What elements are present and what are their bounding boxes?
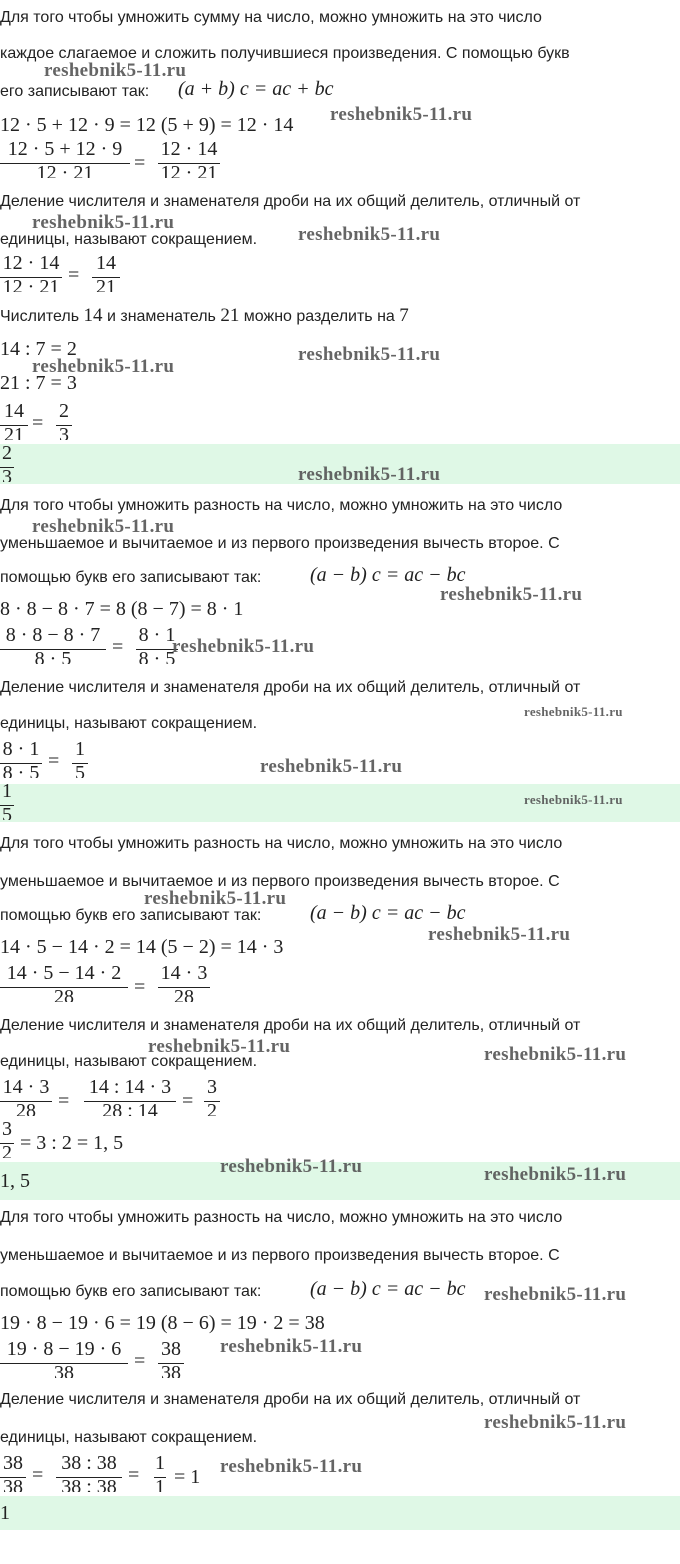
formula: (a − b) c = ac − bc	[310, 902, 466, 924]
numerator: 14 · 3	[160, 962, 208, 984]
answer-value: 1	[0, 1502, 10, 1524]
intro-line: помощью букв его записывают так:	[0, 1283, 262, 1300]
intro-line: уменьшаемое и вычитаемое и из первого произведения вычесть второе. С	[0, 1247, 560, 1264]
equals-sign: =	[128, 1464, 140, 1486]
math-line: 21 : 7 = 3	[0, 372, 77, 394]
formula: (a + b) c = ac + bc	[178, 78, 334, 100]
numerator: 2	[2, 442, 12, 464]
answer-box	[0, 1496, 680, 1530]
watermark: reshebnik5-11.ru	[298, 224, 441, 245]
fraction	[204, 1076, 220, 1120]
answer-value: 1, 5	[0, 1170, 30, 1192]
fraction	[0, 1452, 26, 1496]
fraction	[0, 1338, 128, 1382]
numerator: 19 · 8 − 19 · 6	[6, 1338, 122, 1360]
numerator: 3	[207, 1076, 217, 1098]
numerator: 14 · 3	[2, 1076, 50, 1098]
equals-sign: =	[182, 1090, 194, 1112]
fraction	[92, 252, 120, 296]
numerator: 2	[59, 400, 69, 422]
denominator: 12 · 21	[2, 276, 60, 292]
denominator: 1	[155, 1476, 165, 1492]
equals-sign: =	[134, 152, 146, 174]
fraction	[0, 138, 130, 182]
equals-sign: =	[68, 264, 80, 286]
fraction	[158, 138, 220, 182]
reduce-line: единицы, называют сокращением.	[0, 1053, 258, 1070]
watermark: reshebnik5-11.ru	[428, 924, 571, 945]
note-number: 7	[399, 305, 409, 326]
watermark: reshebnik5-11.ru	[484, 1284, 627, 1305]
numerator: 14 : 14 · 3	[88, 1076, 172, 1098]
note-number: 14	[83, 305, 103, 326]
equals-sign: =	[134, 976, 146, 998]
reduce-line: Деление числителя и знаменателя дроби на их общий делитель, отличный от	[0, 1017, 581, 1034]
watermark: reshebnik5-11.ru	[32, 516, 175, 537]
intro-line: Для того чтобы умножить сумму на число, можно умножить на это число	[0, 9, 542, 26]
reduce-line: Деление числителя и знаменателя дроби на их общий делитель, отличный от	[0, 679, 581, 696]
intro-line: его записывают так:	[0, 83, 150, 100]
math-line: 8 · 8 − 8 · 7 = 8 (8 − 7) = 8 · 1	[0, 598, 244, 620]
watermark: reshebnik5-11.ru	[524, 704, 623, 719]
numerator: 12 · 5 + 12 · 9	[7, 138, 123, 160]
watermark: reshebnik5-11.ru	[260, 756, 403, 777]
fraction	[0, 400, 28, 444]
denominator: 5	[2, 804, 12, 820]
denominator: 21	[4, 424, 24, 440]
math-line: 14 : 7 = 2	[0, 338, 77, 360]
denominator: 38	[3, 1476, 23, 1492]
fraction	[56, 400, 72, 444]
denominator: 12 · 21	[160, 162, 218, 178]
fraction	[84, 1076, 176, 1120]
answer-fraction	[0, 780, 14, 822]
reduce-line: единицы, называют сокращением.	[0, 1429, 258, 1446]
watermark: reshebnik5-11.ru	[484, 1164, 627, 1185]
note-line	[0, 306, 409, 327]
denominator: 8 · 5	[2, 762, 40, 778]
watermark: reshebnik5-11.ru	[220, 1156, 363, 1177]
denominator: 28	[174, 986, 194, 1002]
watermark: reshebnik5-11.ru	[298, 344, 441, 365]
reduce-line: единицы, называют сокращением.	[0, 231, 258, 248]
answer-fraction	[0, 442, 14, 484]
watermark: reshebnik5-11.ru	[484, 1044, 627, 1065]
fraction	[0, 962, 128, 1006]
watermark: reshebnik5-11.ru	[298, 464, 441, 485]
denominator: 3	[2, 466, 12, 482]
numerator: 8 · 8 − 8 · 7	[5, 624, 101, 646]
equals-sign: =	[58, 1090, 70, 1112]
fraction	[154, 1452, 166, 1496]
intro-line: помощью букв его записывают так:	[0, 569, 262, 586]
numerator: 1	[155, 1452, 165, 1474]
watermark: reshebnik5-11.ru	[32, 356, 175, 377]
equals-sign: =	[134, 1350, 146, 1372]
fraction	[0, 624, 106, 668]
denominator: 21	[96, 276, 116, 292]
denominator: 28	[54, 986, 74, 1002]
fraction	[0, 738, 42, 782]
watermark: reshebnik5-11.ru	[440, 584, 583, 605]
denominator: 2	[2, 1142, 12, 1158]
formula: (a − b) c = ac − bc	[310, 564, 466, 586]
intro-line: уменьшаемое и вычитаемое и из первого произведения вычесть второе. С	[0, 873, 560, 890]
intro-line: уменьшаемое и вычитаемое и из первого произведения вычесть второе. С	[0, 535, 560, 552]
intro-line: каждое слагаемое и сложить получившиеся произведения. С помощью букв	[0, 45, 570, 62]
denominator: 8 · 5	[138, 648, 176, 664]
math-line: 19 · 8 − 19 · 6 = 19 (8 − 6) = 19 · 2 = 38	[0, 1312, 325, 1334]
denominator: 28 : 14	[102, 1100, 158, 1116]
equals-sign: =	[32, 412, 44, 434]
numerator: 14	[4, 400, 24, 422]
fraction	[72, 738, 88, 782]
reduce-line: Деление числителя и знаменателя дроби на их общий делитель, отличный от	[0, 193, 581, 210]
watermark: reshebnik5-11.ru	[220, 1456, 363, 1477]
note-text: и знаменатель	[106, 308, 216, 325]
denominator: 2	[207, 1100, 217, 1116]
denominator: 38 : 38	[61, 1476, 117, 1492]
numerator: 38	[161, 1338, 181, 1360]
intro-line: Для того чтобы умножить разность на число, можно умножить на это число	[0, 497, 563, 514]
numerator: 12 · 14	[160, 138, 218, 160]
numerator: 1	[75, 738, 85, 760]
note-text: можно разделить на	[243, 308, 395, 325]
denominator: 38	[161, 1362, 181, 1378]
fraction	[56, 1452, 122, 1496]
intro-line: Для того чтобы умножить разность на число, можно умножить на это число	[0, 835, 563, 852]
watermark: reshebnik5-11.ru	[144, 888, 287, 909]
fraction	[158, 1338, 184, 1382]
fraction	[0, 252, 62, 296]
watermark: reshebnik5-11.ru	[484, 1412, 627, 1433]
numerator: 3	[2, 1118, 12, 1140]
math-line: = 3 : 2 = 1, 5	[20, 1132, 124, 1154]
math-line: 14 · 5 − 14 · 2 = 14 (5 − 2) = 14 · 3	[0, 936, 284, 958]
denominator: 28	[16, 1100, 36, 1116]
watermark: reshebnik5-11.ru	[44, 60, 187, 81]
equals-sign: =	[112, 636, 124, 658]
numerator: 14	[96, 252, 116, 274]
numerator: 38 : 38	[61, 1452, 117, 1474]
denominator: 12 · 21	[36, 162, 94, 178]
note-text: Числитель	[0, 308, 80, 325]
watermark: reshebnik5-11.ru	[32, 212, 175, 233]
denominator: 8 · 5	[34, 648, 72, 664]
reduce-line: Деление числителя и знаменателя дроби на их общий делитель, отличный от	[0, 1391, 581, 1408]
fraction	[158, 962, 210, 1006]
formula: (a − b) c = ac − bc	[310, 1278, 466, 1300]
numerator: 38	[3, 1452, 23, 1474]
equals-sign: =	[48, 750, 60, 772]
denominator: 5	[75, 762, 85, 778]
math-line: = 1	[174, 1466, 201, 1488]
numerator: 14 · 5 − 14 · 2	[6, 962, 122, 984]
watermark: reshebnik5-11.ru	[220, 1336, 363, 1357]
numerator: 1	[2, 780, 12, 802]
equals-sign: =	[32, 1464, 44, 1486]
numerator: 8 · 1	[2, 738, 40, 760]
reduce-line: единицы, называют сокращением.	[0, 715, 258, 732]
denominator: 3	[59, 424, 69, 440]
fraction	[0, 1118, 14, 1162]
watermark: reshebnik5-11.ru	[172, 636, 315, 657]
watermark: reshebnik5-11.ru	[330, 104, 473, 125]
intro-line: помощью букв его записывают так:	[0, 907, 262, 924]
fraction	[0, 1076, 52, 1120]
numerator: 8 · 1	[138, 624, 176, 646]
watermark: reshebnik5-11.ru	[148, 1036, 291, 1057]
numerator: 12 · 14	[2, 252, 60, 274]
math-line: 12 · 5 + 12 · 9 = 12 (5 + 9) = 12 · 14	[0, 114, 294, 136]
watermark: reshebnik5-11.ru	[524, 792, 623, 807]
intro-line: Для того чтобы умножить разность на число, можно умножить на это число	[0, 1209, 563, 1226]
denominator: 38	[54, 1362, 74, 1378]
note-number: 21	[220, 305, 240, 326]
